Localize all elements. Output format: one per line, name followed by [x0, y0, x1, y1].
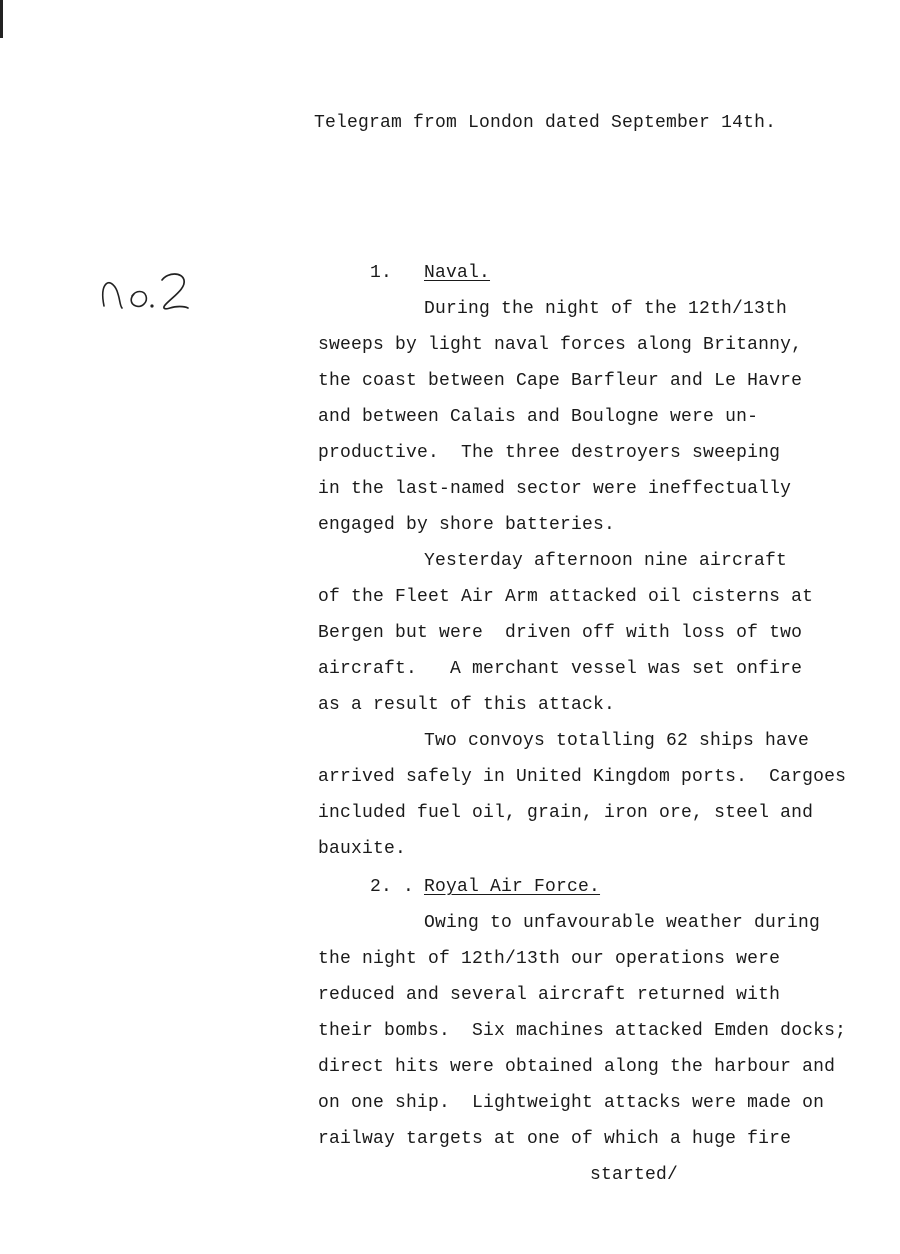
document-title: Telegram from London dated September 14th.	[314, 113, 777, 133]
text-line: reduced and several aircraft returned with	[318, 985, 781, 1005]
text-line: their bombs. Six machines attacked Emden docks;	[318, 1021, 847, 1041]
section-2-heading: Royal Air Force.	[424, 877, 601, 897]
text-line: aircraft. A merchant vessel was set onfire	[318, 659, 803, 679]
text-line: Yesterday afternoon nine aircraft	[424, 551, 788, 571]
text-line: the coast between Cape Barfleur and Le Havre	[318, 371, 803, 391]
text-line: included fuel oil, grain, iron ore, steel and	[318, 803, 814, 823]
text-line: engaged by shore batteries.	[318, 515, 616, 535]
text-line: as a result of this attack.	[318, 695, 616, 715]
section-2-number: 2. .	[370, 877, 415, 897]
text-line: productive. The three destroyers sweeping	[318, 443, 781, 463]
page-edge-mark	[0, 0, 3, 38]
text-line: and between Calais and Boulogne were un-	[318, 407, 759, 427]
text-line: arrived safely in United Kingdom ports. Cargoes	[318, 767, 847, 787]
text-line: Bergen but were driven off with loss of two	[318, 623, 803, 643]
text-line: bauxite.	[318, 839, 407, 859]
text-line: on one ship. Lightweight attacks were made on	[318, 1093, 825, 1113]
text-line: the night of 12th/13th our operations were	[318, 949, 781, 969]
text-line: Owing to unfavourable weather during	[424, 913, 821, 933]
section-1-number: 1.	[370, 263, 393, 283]
text-line: Two convoys totalling 62 ships have	[424, 731, 810, 751]
handwritten-margin-note	[96, 266, 206, 316]
section-1-heading: Naval.	[424, 263, 491, 283]
text-line: railway targets at one of which a huge fire	[318, 1129, 792, 1149]
catchword: started/	[590, 1165, 679, 1185]
text-line: of the Fleet Air Arm attacked oil cisterns at	[318, 587, 814, 607]
text-line: During the night of the 12th/13th	[424, 299, 788, 319]
text-line: direct hits were obtained along the harbour and	[318, 1057, 836, 1077]
text-line: in the last-named sector were ineffectually	[318, 479, 792, 499]
text-line: sweeps by light naval forces along Britanny,	[318, 335, 803, 355]
